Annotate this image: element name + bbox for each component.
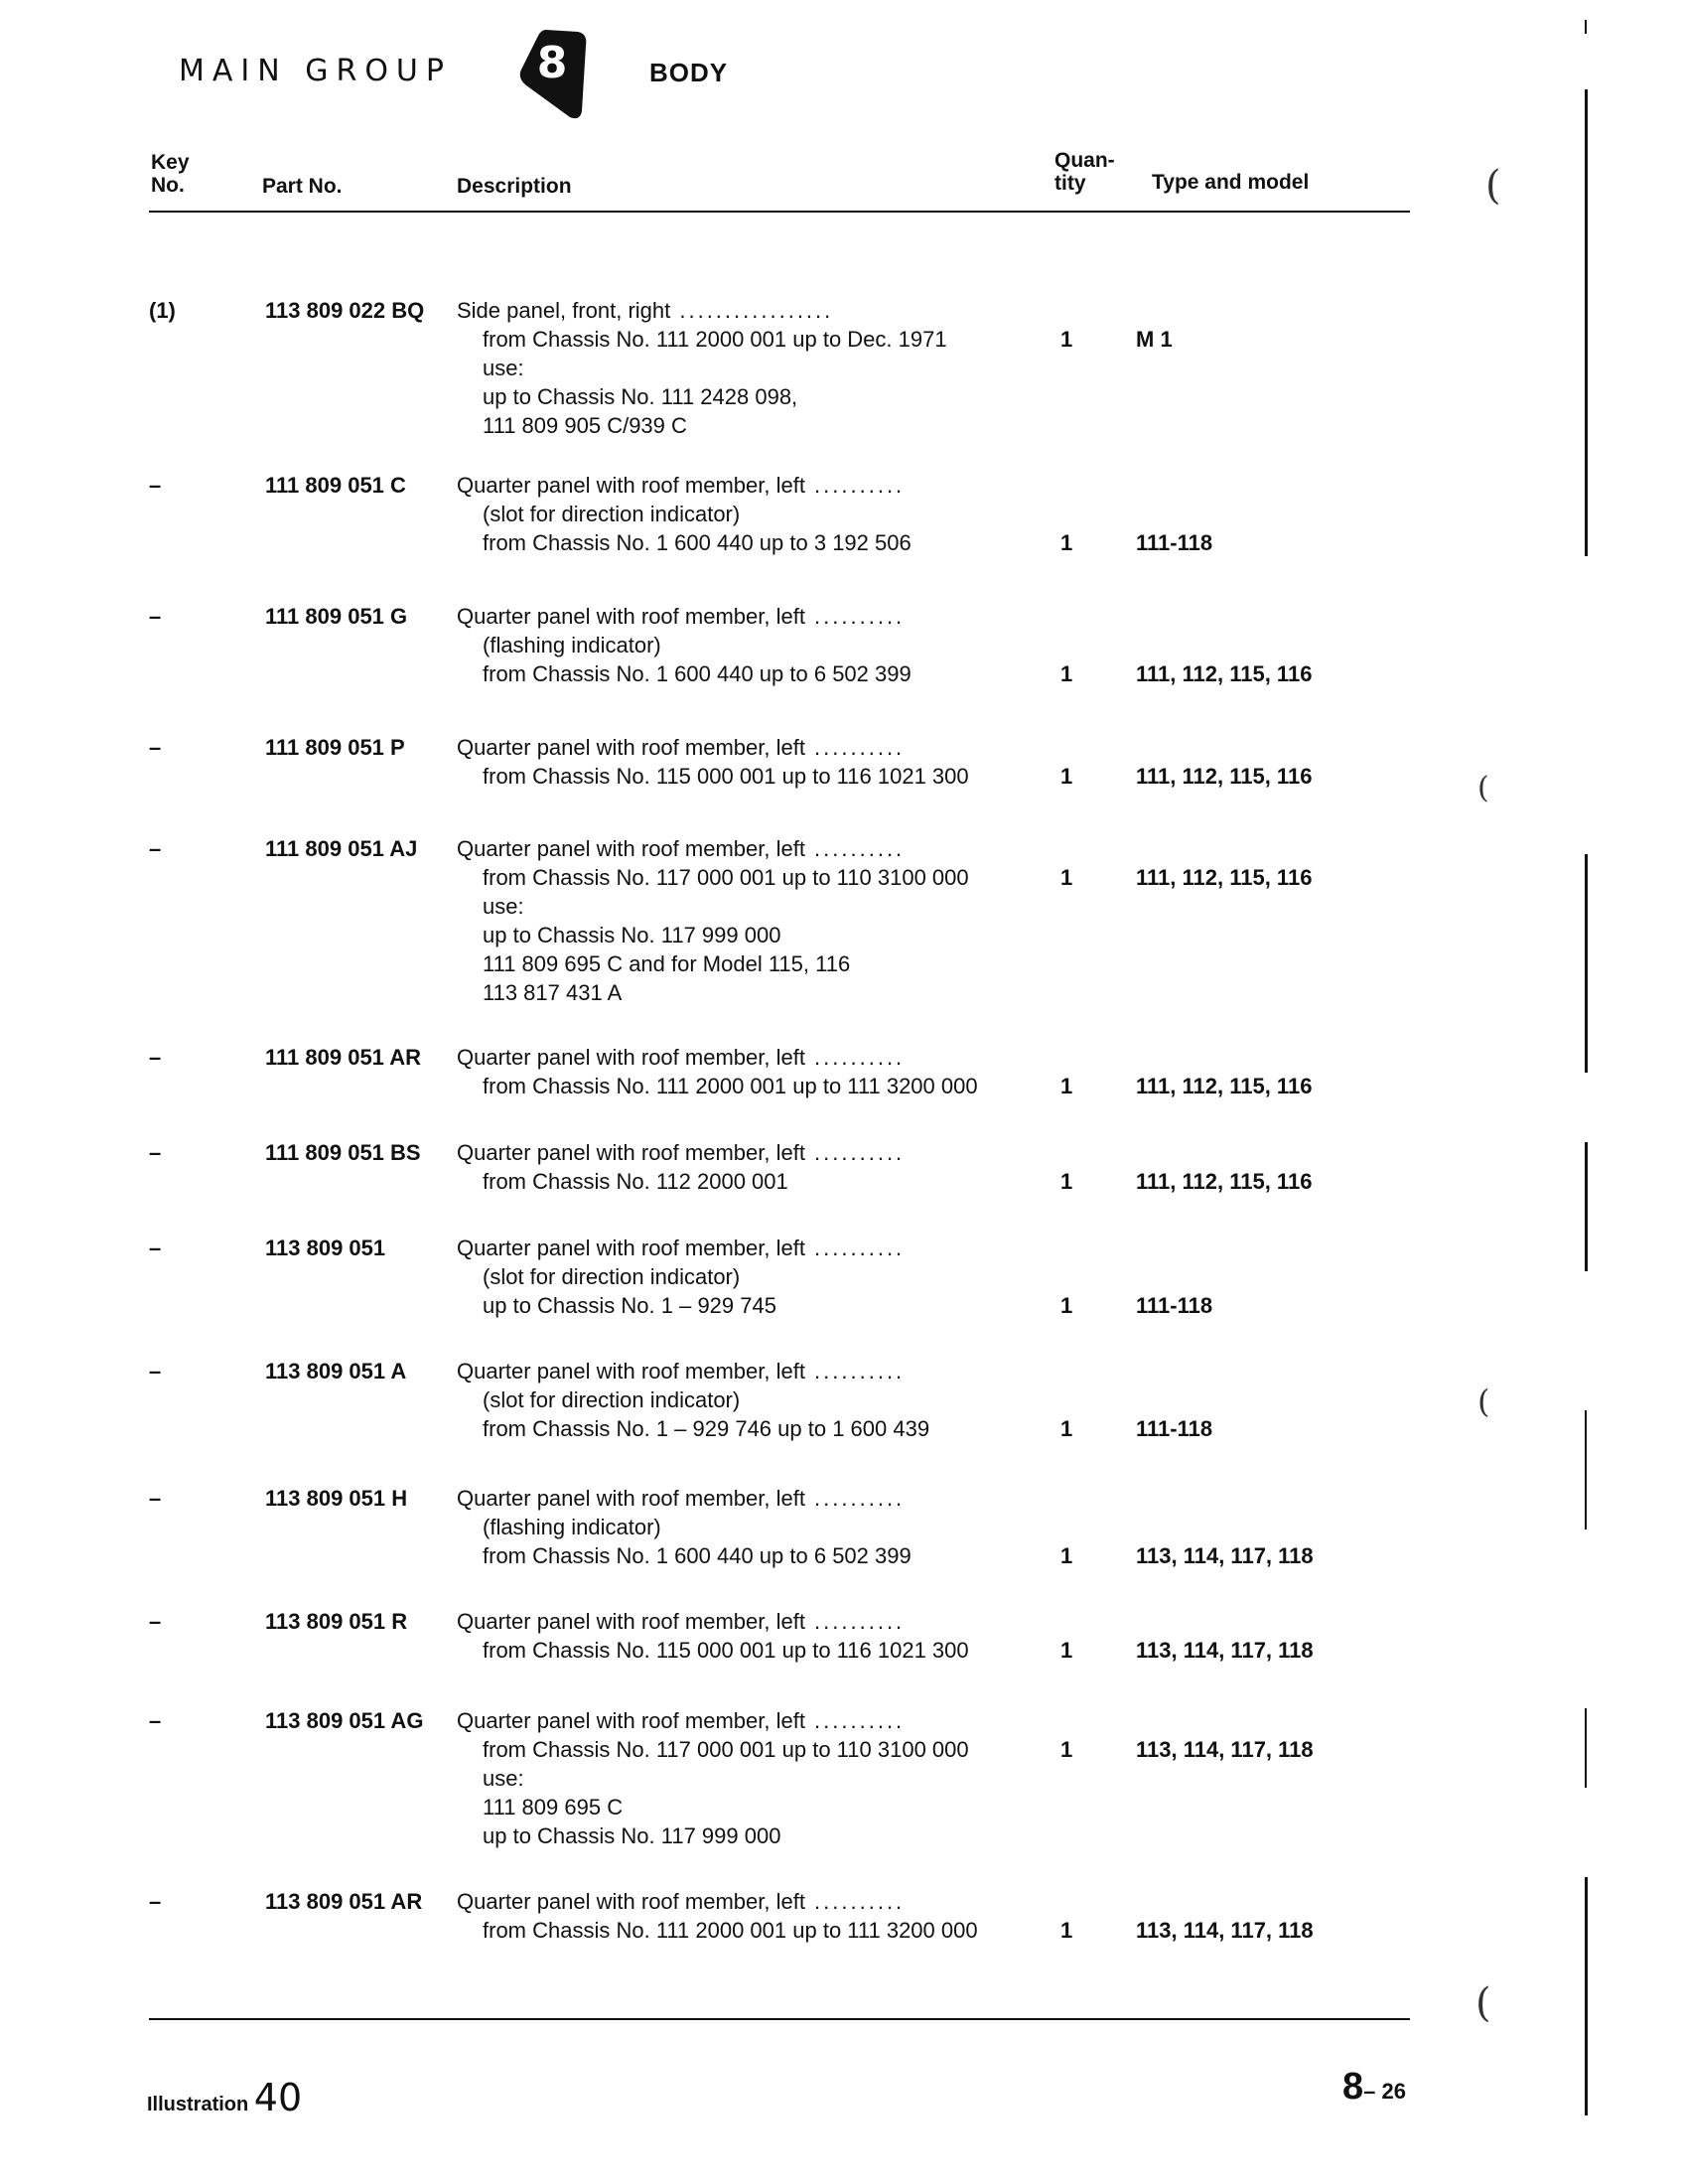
- description-detail: from Chassis No. 112 2000 001: [483, 1169, 788, 1194]
- binding-line: [1585, 1877, 1588, 2115]
- description-detail: (slot for direction indicator): [483, 1264, 741, 1289]
- page-number-sub: – 26: [1363, 2079, 1406, 2104]
- quantity-cell: 1: [1060, 1737, 1073, 1762]
- leader-dots: ..........: [804, 1236, 906, 1260]
- description-title: Quarter panel with roof member, left ..........: [457, 1486, 906, 1511]
- type-model-cell: M 1: [1136, 327, 1173, 352]
- description-detail: up to Chassis No. 117 999 000: [483, 923, 781, 947]
- binding-line: [1585, 854, 1588, 1073]
- description-cell: [457, 1043, 1033, 1100]
- description-detail: use:: [483, 894, 524, 919]
- key-no-cell: –: [149, 735, 162, 760]
- leader-dots: ..........: [804, 604, 906, 629]
- type-model-cell: 111, 112, 115, 116: [1136, 764, 1313, 789]
- description-detail: from Chassis No. 1 – 929 746 up to 1 600 439: [483, 1416, 930, 1441]
- quantity-cell: 1: [1060, 1638, 1073, 1663]
- description-detail: from Chassis No. 111 2000 001 up to 111 3200 000: [483, 1074, 978, 1098]
- key-no-cell: –: [149, 836, 162, 861]
- quantity-cell: 1: [1060, 1074, 1073, 1098]
- footer-rule: [149, 2018, 1410, 2020]
- binding-line: [1585, 1708, 1587, 1788]
- quantity-cell: 1: [1060, 1918, 1073, 1943]
- part-no-cell: 113 809 051: [265, 1236, 386, 1260]
- part-no-cell: 113 809 022 BQ: [265, 298, 425, 323]
- description-detail: from Chassis No. 111 2000 001 up to 111 3200 000: [483, 1918, 978, 1943]
- leader-dots: ..........: [804, 473, 906, 498]
- leader-dots: ..........: [804, 1045, 906, 1070]
- margin-paren-mark: (: [1475, 1980, 1491, 2026]
- description-cell: [457, 1887, 1033, 1945]
- col-header-quantity: Quan- tity: [1054, 149, 1115, 195]
- description-detail: from Chassis No. 115 000 001 up to 116 1021 300: [483, 764, 969, 789]
- description-cell: [457, 1138, 1033, 1196]
- part-no-cell: 111 809 051 P: [265, 735, 405, 760]
- key-no-cell: –: [149, 1045, 162, 1070]
- leader-dots: ..........: [804, 1609, 906, 1634]
- description-title: Quarter panel with roof member, left ..........: [457, 1708, 906, 1733]
- description-detail: (slot for direction indicator): [483, 502, 741, 526]
- key-no-cell: –: [149, 1236, 162, 1260]
- description-detail: 111 809 695 C and for Model 115, 116: [483, 951, 851, 976]
- description-title: Quarter panel with roof member, left ..........: [457, 604, 906, 629]
- margin-paren-mark: (: [1485, 163, 1501, 209]
- quantity-cell: 1: [1060, 530, 1073, 555]
- description-detail: from Chassis No. 111 2000 001 up to Dec. 1971: [483, 327, 947, 352]
- part-no-cell: 111 809 051 BS: [265, 1140, 421, 1165]
- key-no-cell: –: [149, 473, 162, 498]
- description-detail: 113 817 431 A: [483, 980, 623, 1005]
- type-model-cell: 111, 112, 115, 116: [1136, 1169, 1313, 1194]
- col-header-part-no: Part No.: [262, 175, 343, 198]
- description-detail: use:: [483, 1766, 524, 1791]
- leader-dots: ..........: [804, 735, 906, 760]
- description-cell: [457, 834, 1033, 1007]
- description-title: Quarter panel with roof member, left ..........: [457, 473, 906, 498]
- description-detail: use:: [483, 356, 524, 380]
- illustration-number: 40: [253, 2076, 303, 2119]
- description-cell: [457, 471, 1033, 557]
- type-model-cell: 111, 112, 115, 116: [1136, 661, 1313, 686]
- type-model-cell: 113, 114, 117, 118: [1136, 1543, 1314, 1568]
- description-cell: [457, 1607, 1033, 1665]
- key-no-cell: –: [149, 1889, 162, 1914]
- leader-dots: ..........: [804, 1486, 906, 1511]
- description-detail: (flashing indicator): [483, 1515, 661, 1539]
- type-model-cell: 113, 114, 117, 118: [1136, 1918, 1314, 1943]
- part-no-cell: 113 809 051 R: [265, 1609, 408, 1634]
- group-number: 8: [536, 38, 568, 88]
- description-detail: 111 809 905 C/939 C: [483, 413, 687, 438]
- quantity-cell: 1: [1060, 661, 1073, 686]
- leader-dots: ..........: [804, 836, 906, 861]
- description-cell: [457, 733, 1033, 791]
- quantity-cell: 1: [1060, 1169, 1073, 1194]
- part-no-cell: 111 809 051 AJ: [265, 836, 418, 861]
- description-detail: up to Chassis No. 111 2428 098,: [483, 384, 798, 409]
- description-title: Quarter panel with roof member, left ..........: [457, 735, 906, 760]
- description-cell: [457, 1484, 1033, 1570]
- leader-dots: ..........: [804, 1708, 906, 1733]
- description-title: Quarter panel with roof member, left ..........: [457, 1045, 906, 1070]
- margin-paren-mark: (: [1477, 771, 1489, 805]
- description-cell: [457, 1234, 1033, 1320]
- part-no-cell: 113 809 051 H: [265, 1486, 408, 1511]
- key-no-cell: –: [149, 1359, 162, 1383]
- description-detail: up to Chassis No. 117 999 000: [483, 1823, 781, 1848]
- description-detail: from Chassis No. 1 600 440 up to 6 502 399: [483, 1543, 912, 1568]
- description-cell: [457, 602, 1033, 688]
- part-no-cell: 111 809 051 AR: [265, 1045, 421, 1070]
- type-model-cell: 111-118: [1136, 530, 1213, 555]
- description-detail: from Chassis No. 1 600 440 up to 6 502 399: [483, 661, 912, 686]
- key-no-cell: –: [149, 1486, 162, 1511]
- description-detail: from Chassis No. 117 000 001 up to 110 3100 000: [483, 865, 969, 890]
- quantity-cell: 1: [1060, 1416, 1073, 1441]
- type-model-cell: 113, 114, 117, 118: [1136, 1638, 1314, 1663]
- scan-mark: [1585, 20, 1587, 34]
- quantity-cell: 1: [1060, 865, 1073, 890]
- description-cell: [457, 1706, 1033, 1850]
- key-no-cell: –: [149, 1140, 162, 1165]
- binding-line: [1585, 1410, 1587, 1529]
- description-detail: from Chassis No. 115 000 001 up to 116 1021 300: [483, 1638, 969, 1663]
- description-title: Quarter panel with roof member, left ..........: [457, 1359, 906, 1383]
- binding-line: [1585, 89, 1588, 556]
- description-title: Quarter panel with roof member, left ..........: [457, 836, 906, 861]
- illustration-label: Illustration: [147, 2094, 249, 2115]
- part-no-cell: 113 809 051 A: [265, 1359, 407, 1383]
- leader-dots: .................: [670, 298, 834, 323]
- key-no-cell: –: [149, 604, 162, 629]
- description-detail: 111 809 695 C: [483, 1795, 624, 1820]
- description-detail: from Chassis No. 1 600 440 up to 3 192 506: [483, 530, 912, 555]
- main-group-label: MAIN GROUP: [179, 54, 452, 88]
- group-number-badge: [516, 26, 594, 123]
- description-detail: up to Chassis No. 1 – 929 745: [483, 1293, 776, 1318]
- page-number-main: 8: [1342, 2066, 1364, 2108]
- quantity-cell: 1: [1060, 1293, 1073, 1318]
- header-rule: [149, 211, 1410, 213]
- quantity-cell: 1: [1060, 1543, 1073, 1568]
- description-title: Quarter panel with roof member, left ..........: [457, 1609, 906, 1634]
- leader-dots: ..........: [804, 1359, 906, 1383]
- type-model-cell: 111-118: [1136, 1416, 1213, 1441]
- type-model-cell: 111-118: [1136, 1293, 1213, 1318]
- description-title: Side panel, front, right .................: [457, 298, 834, 323]
- description-cell: [457, 1357, 1033, 1443]
- quantity-cell: 1: [1060, 327, 1073, 352]
- part-no-cell: 113 809 051 AG: [265, 1708, 424, 1733]
- margin-paren-mark: (: [1477, 1383, 1490, 1420]
- leader-dots: ..........: [804, 1889, 906, 1914]
- key-no-cell: –: [149, 1609, 162, 1634]
- type-model-cell: 111, 112, 115, 116: [1136, 1074, 1313, 1098]
- description-title: Quarter panel with roof member, left ..........: [457, 1236, 906, 1260]
- description-title: Quarter panel with roof member, left ..........: [457, 1140, 906, 1165]
- description-detail: from Chassis No. 117 000 001 up to 110 3100 000: [483, 1737, 969, 1762]
- description-title: Quarter panel with roof member, left ..........: [457, 1889, 906, 1914]
- part-no-cell: 113 809 051 AR: [265, 1889, 423, 1914]
- illustration-ref: [147, 2076, 302, 2119]
- part-no-cell: 111 809 051 G: [265, 604, 408, 629]
- quantity-cell: 1: [1060, 764, 1073, 789]
- col-header-description: Description: [457, 175, 572, 198]
- description-detail: (slot for direction indicator): [483, 1387, 741, 1412]
- leader-dots: ..........: [804, 1140, 906, 1165]
- description-cell: [457, 296, 1033, 440]
- key-no-cell: –: [149, 1708, 162, 1733]
- col-header-type-model: Type and model: [1152, 171, 1310, 194]
- description-detail: (flashing indicator): [483, 633, 661, 657]
- page-number: [1342, 2066, 1406, 2109]
- type-model-cell: 111, 112, 115, 116: [1136, 865, 1313, 890]
- binding-line: [1585, 1142, 1588, 1271]
- key-no-cell: (1): [149, 298, 176, 323]
- part-no-cell: 111 809 051 C: [265, 473, 406, 498]
- type-model-cell: 113, 114, 117, 118: [1136, 1737, 1314, 1762]
- col-header-key-no: Key No.: [151, 151, 190, 197]
- section-title: BODY: [649, 58, 729, 87]
